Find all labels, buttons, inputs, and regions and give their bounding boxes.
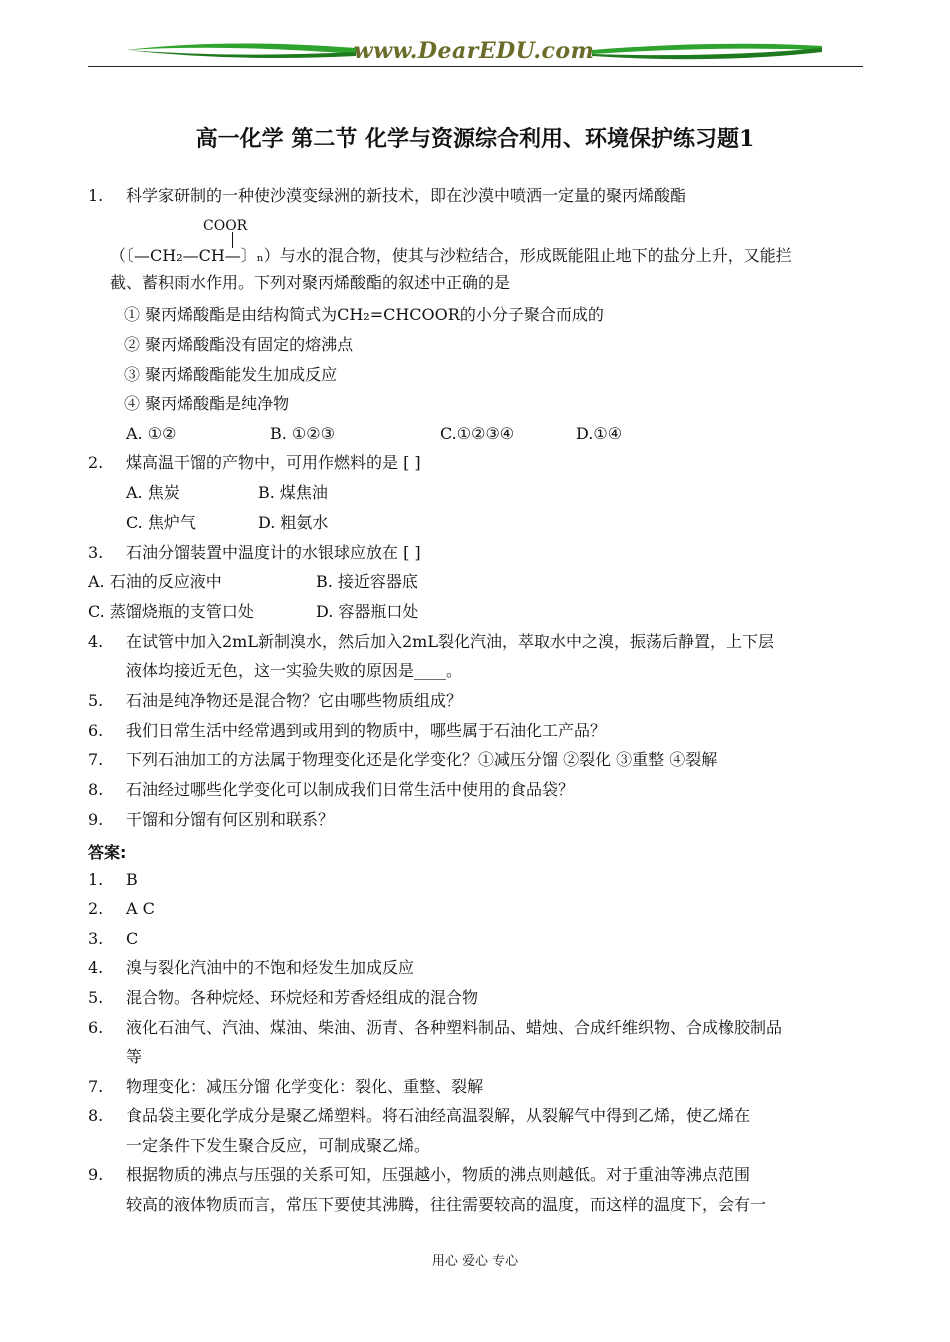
page-footer: 用心 爱心 专心 <box>431 1254 519 1269</box>
q7-number: 7. <box>88 750 104 769</box>
q1-line3: 截、蓄积雨水作用。下列对聚丙烯酸酯的叙述中正确的是 <box>110 273 511 292</box>
q4-number: 4. <box>88 632 104 651</box>
q9-text: 干馏和分馏有何区别和联系？ <box>126 810 335 829</box>
q3-choice-b: B. 接近容器底 <box>316 572 418 591</box>
a8-line1: 食品袋主要化学成分是聚乙烯塑料。将石油经高温裂解，从裂解气中得到乙烯，使乙烯在 <box>126 1106 751 1125</box>
a3-number: 3. <box>88 929 104 948</box>
header-rule <box>88 66 863 67</box>
q2-choice-d: D. 粗氨水 <box>258 513 329 532</box>
q3-number: 3. <box>88 543 104 562</box>
q2-text: 煤高温干馏的产物中，可用作燃料的是 [ ] <box>126 453 421 472</box>
q1-choice-b: B. ①②③ <box>270 424 335 443</box>
a5-number: 5. <box>88 988 104 1007</box>
q1-formula-substituent: COOR <box>203 218 248 234</box>
q1-choice-a: A. ①② <box>126 424 177 443</box>
a3-text: C <box>126 929 139 948</box>
a1-number: 1. <box>88 870 104 889</box>
q3-choice-a: A. 石油的反应液中 <box>88 572 222 591</box>
a4-number: 4. <box>88 958 104 977</box>
q2-choice-a: A. 焦炭 <box>126 483 180 502</box>
q3-text: 石油分馏装置中温度计的水银球应放在 [ ] <box>126 543 421 562</box>
a6-number: 6. <box>88 1018 104 1037</box>
q1-option-3: ③ 聚丙烯酸酯能发生加成反应 <box>124 365 338 384</box>
q2-choice-c: C. 焦炉气 <box>126 513 196 532</box>
q3-choice-c: C. 蒸馏烧瓶的支管口处 <box>88 602 254 621</box>
a7-text: 物理变化：减压分馏 化学变化：裂化、重整、裂解 <box>126 1077 484 1096</box>
answers-heading: 答案: <box>88 843 127 862</box>
q9-number: 9. <box>88 810 104 829</box>
q2-choice-b: B. 煤焦油 <box>258 483 328 502</box>
q1-choice-d: D.①④ <box>576 424 623 443</box>
q5-number: 5. <box>88 691 104 710</box>
q1-line1: 科学家研制的一种使沙漠变绿洲的新技术，即在沙漠中喷洒一定量的聚丙烯酸酯 <box>126 186 687 205</box>
a6-line2: 等 <box>126 1047 143 1066</box>
a2-number: 2. <box>88 899 104 918</box>
q1-option-4: ④ 聚丙烯酸酯是纯净物 <box>124 394 290 413</box>
q4-line2: 液体均接近无色，这一实验失败的原因是____。 <box>126 661 463 680</box>
q7-text: 下列石油加工的方法属于物理变化还是化学变化？①减压分馏 ②裂化 ③重整 ④裂解 <box>126 750 718 769</box>
q6-number: 6. <box>88 721 104 740</box>
q5-text: 石油是纯净物还是混合物？它由哪些物质组成？ <box>126 691 463 710</box>
q1-option-2: ② 聚丙烯酸酯没有固定的熔沸点 <box>124 335 354 354</box>
q3-choice-d: D. 容器瓶口处 <box>316 602 419 621</box>
q6-text: 我们日常生活中经常遇到或用到的物质中，哪些属于石油化工产品？ <box>126 721 607 740</box>
q8-number: 8. <box>88 780 104 799</box>
a6-line1: 液化石油气、汽油、煤油、柴油、沥青、各种塑料制品、蜡烛、合成纤维织物、合成橡胶制品 <box>126 1018 783 1037</box>
q1-choice-c: C.①②③④ <box>440 424 515 443</box>
q4-line1: 在试管中加入2mL新制溴水，然后加入2mL裂化汽油，萃取水中之溴，振荡后静置，上下层 <box>126 632 774 651</box>
a4-text: 溴与裂化汽油中的不饱和烃发生加成反应 <box>126 958 415 977</box>
a8-number: 8. <box>88 1106 104 1125</box>
a7-number: 7. <box>88 1077 104 1096</box>
a5-text: 混合物。各种烷烃、环烷烃和芳香烃组成的混合物 <box>126 988 479 1007</box>
a8-line2: 一定条件下发生聚合反应，可制成聚乙烯。 <box>126 1136 431 1155</box>
page-title: 高一化学 第二节 化学与资源综合利用、环境保护练习题1 <box>195 126 755 152</box>
q8-text: 石油经过哪些化学变化可以制成我们日常生活中使用的食品袋？ <box>126 780 575 799</box>
a1-text: B <box>126 870 138 889</box>
a2-text: A C <box>126 899 155 918</box>
q1-number: 1. <box>88 186 104 205</box>
q1-option-1: ① 聚丙烯酸酯是由结构简式为CH₂=CHCOOR的小分子聚合而成的 <box>124 305 604 324</box>
a9-line1: 根据物质的沸点与压强的关系可知，压强越小，物质的沸点则越低。对于重油等沸点范围 <box>126 1165 751 1184</box>
logo-text: www.DearEDU.com <box>353 38 595 64</box>
q1-formula-line: （〔—CH₂—CH—〕ₙ）与水的混合物，使其与沙粒结合，形成既能阻止地下的盐分上升，又能拦 <box>110 246 792 265</box>
a9-number: 9. <box>88 1165 104 1184</box>
site-logo <box>126 36 822 66</box>
a9-line2: 较高的液体物质而言，常压下要使其沸腾，往往需要较高的温度，而这样的温度下，会有一 <box>126 1195 767 1214</box>
q2-number: 2. <box>88 453 104 472</box>
